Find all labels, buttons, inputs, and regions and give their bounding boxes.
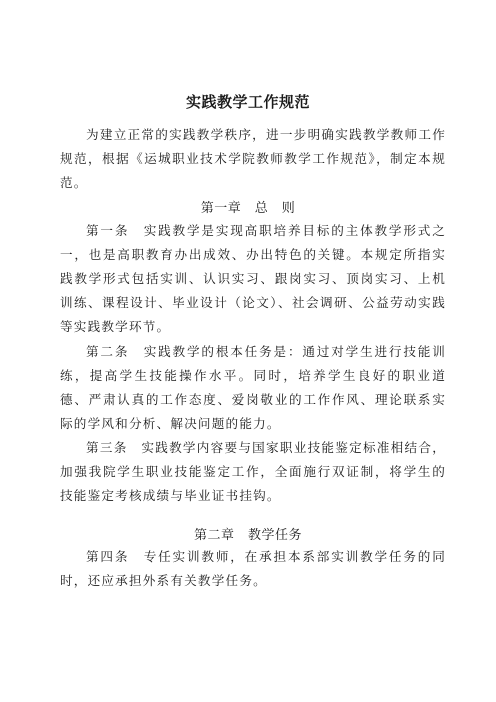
- chapter-heading: 第一章 总 则: [200, 201, 296, 216]
- document-title: 实践教学工作规范: [185, 93, 310, 111]
- article-paragraph: 第四条 专任实训教师，在承担本系部实训教学任务的同时，还应承担外系有关教学任务。: [60, 549, 446, 588]
- article-paragraph: 第三条 实践教学内容要与国家职业技能鉴定标准相结合，加强我院学生职业技能鉴定工作，全面施行双证制，将学生的技能鉴定考核成绩与毕业证书挂钩。: [60, 440, 446, 503]
- chapter-heading: 第二章 教学任务: [193, 528, 302, 543]
- intro-paragraph: 为建立正常的实践教学秩序，进一步明确实践教学教师工作规范，根据《运城职业技术学院教师教学工作规范》，制定本规范。: [60, 127, 446, 190]
- article-paragraph: 第二条 实践教学的根本任务是：通过对学生进行技能训练，提高学生技能操作水平。同时，培养学生良好的职业道德、严肃认真的工作态度、爱岗敬业的工作作风、理论联系实际的学风和分析、解决问题的能力。: [60, 344, 446, 431]
- article-paragraph: 第一条 实践教学是实现高职培养目标的主体教学形式之一，也是高职教育办出成效、办出特色的关键。本规定所指实践教学形式包括实训、认识实习、跟岗实习、顶岗实习、上机训练、课程设计、毕业设计（论文）、社会调研、公益劳动实践等实践教学环节。: [60, 223, 446, 334]
